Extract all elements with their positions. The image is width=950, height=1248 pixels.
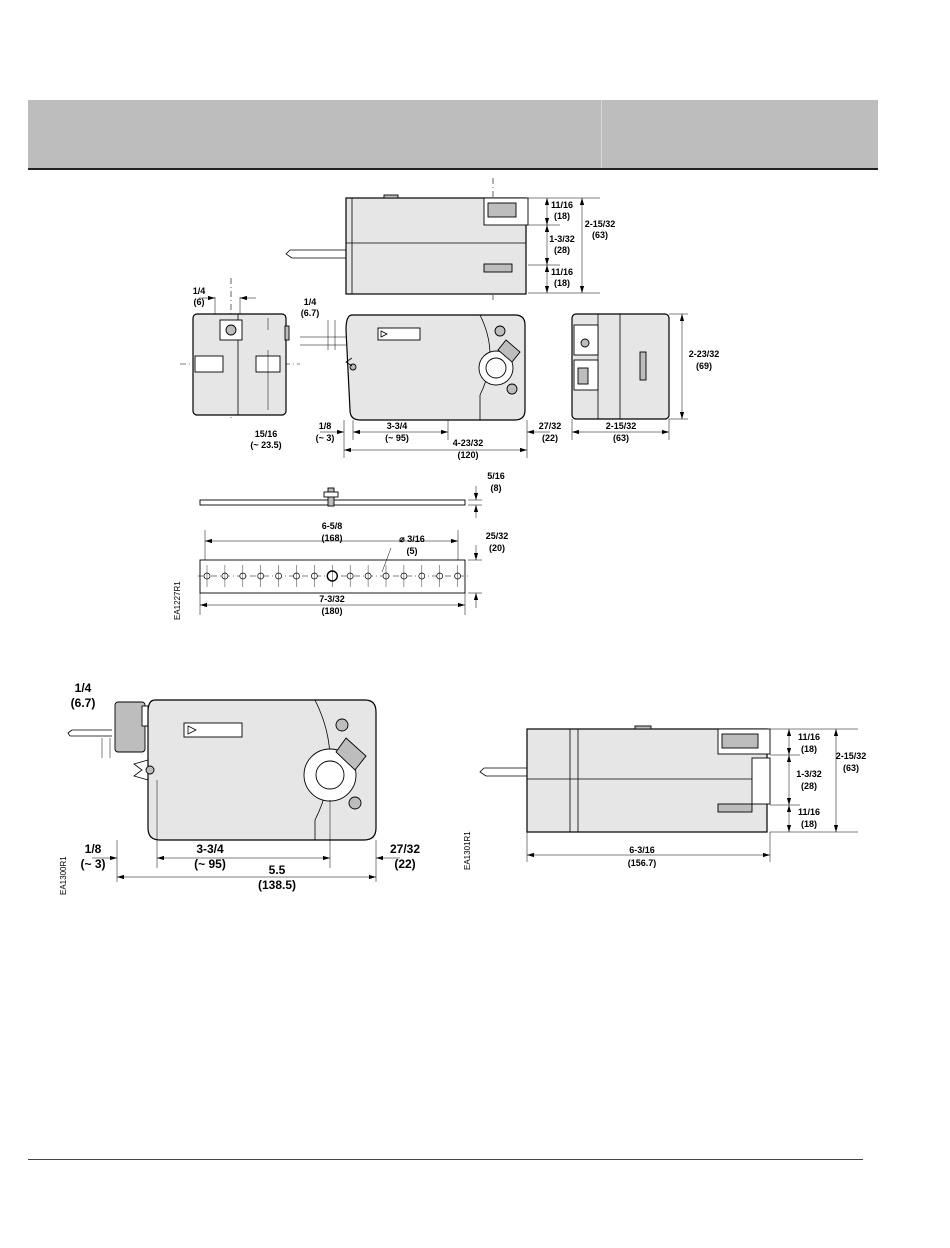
dim-label: 15/16 [254,429,278,439]
dim-label: (28) [553,245,571,255]
dim-label: 3-3/4 [386,421,408,431]
dim-label: 1/4 [74,681,92,695]
footer-rule [28,1159,863,1160]
dim-label: (6) [193,297,205,307]
dim-label: 11/16 [797,807,821,817]
dim-label: 27/32 [538,421,562,431]
dim-label: (180) [321,606,343,616]
dim-label: ⌀ 3/16 [399,534,425,544]
dim-label: 25/32 [485,531,509,541]
dim-label: (8) [490,483,502,493]
drawing-code: EA1227R1 [173,581,182,620]
dim-label: (120) [457,450,479,460]
bracket-plan-view [173,521,508,620]
dim-label: (~ 95) [194,857,226,871]
drawing-code: EA1300R1 [59,856,68,895]
dim-label: 1/4 [303,297,317,307]
dim-label: (~ 3) [315,433,335,443]
dim-label: (63) [842,763,860,773]
dim-label: 2-15/32 [605,421,637,431]
dim-label: 2-15/32 [584,219,616,229]
dim-label: 3-3/4 [196,842,224,856]
dim-label: 7-3/32 [319,594,345,604]
dim-label: 6-5/8 [321,521,343,531]
dim-label: (6.7) [70,696,96,710]
dim-label: (22) [394,857,416,871]
dim-label: (5) [406,546,418,556]
actuator-left-view [180,278,300,450]
drawing-code: EA1301R1 [463,831,472,870]
dim-label: 11/16 [797,732,821,742]
dim-label: 27/32 [389,842,421,856]
dim-label: (18) [800,819,818,829]
dim-label: 6-3/16 [629,845,655,855]
dim-label: (69) [695,361,713,371]
actuator-top-view-large [463,726,866,870]
dim-label: (18) [553,278,571,288]
actuator-top-view [286,178,615,300]
dim-label: 1/8 [84,842,102,856]
dim-label: (18) [800,744,818,754]
dim-label: (138.5) [257,878,297,892]
dim-label: (~ 95) [385,433,409,443]
dim-label: 1/4 [192,286,206,296]
dim-label: 11/16 [550,267,574,277]
dim-label: (~ 23.5) [250,440,282,450]
dim-label: 1/8 [318,421,332,431]
dim-label: 2-23/32 [688,349,720,359]
dim-label: 1-3/32 [549,234,575,244]
dim-label: 1-3/32 [796,769,822,779]
dim-label: (168) [321,533,343,543]
dim-label: (28) [800,781,818,791]
dim-label: (156.7) [627,858,657,868]
dim-label: 5.5 [268,863,286,877]
dim-label: (22) [541,433,559,443]
bracket-side-view [200,471,505,518]
dim-label: (~ 3) [80,857,106,871]
dim-label: (6.7) [300,308,320,318]
actuator-front-view-large [59,681,420,895]
dim-label: (18) [553,211,571,221]
dim-label: 5/16 [487,471,505,481]
actuator-front-view [300,297,561,460]
dim-label: (63) [591,230,609,240]
dim-label: (20) [488,543,506,553]
dim-label: 4-23/32 [452,438,484,448]
dim-label: 11/16 [550,200,574,210]
dim-label: (63) [612,433,630,443]
actuator-right-view [572,314,719,443]
dim-label: 2-15/32 [835,751,867,761]
